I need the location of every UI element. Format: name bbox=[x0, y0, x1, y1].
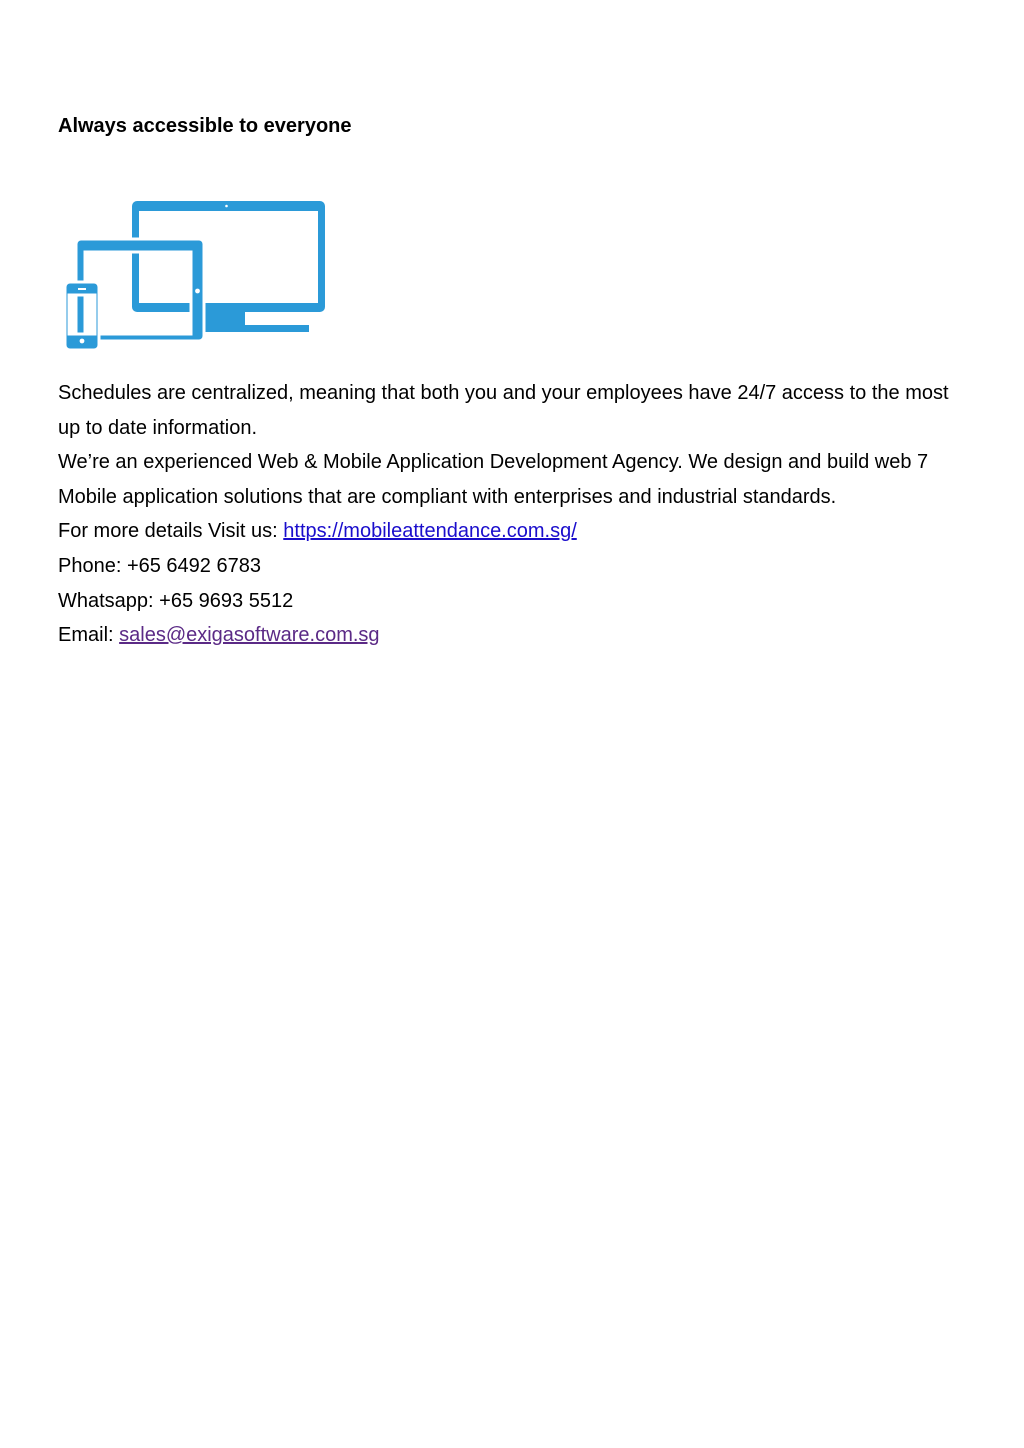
whatsapp-line: Whatsapp: +65 9693 5512 bbox=[58, 589, 294, 612]
visit-line bbox=[58, 514, 958, 549]
phone-line: Phone: +65 6492 6783 bbox=[58, 554, 261, 577]
agency-paragraph: We’re an experienced Web & Mobile Application Development Agency. We design and build web 7 Mobile application solutions that are compliant with enterprises and industrial standards. bbox=[58, 451, 929, 508]
website-link[interactable]: https://mobileattendance.com.sg/ bbox=[283, 520, 577, 543]
section-heading: Always accessible to everyone bbox=[58, 115, 352, 137]
email-line bbox=[58, 618, 958, 653]
visit-label: For more details Visit us: bbox=[58, 520, 284, 543]
email-link[interactable]: sales@exigasoftware.com.sg bbox=[119, 624, 380, 647]
monitor-icon bbox=[132, 201, 325, 312]
intro-paragraph: Schedules are centralized, meaning that both you and your employees have 24/7 access to the most up to date information. bbox=[58, 382, 949, 439]
body-text bbox=[58, 376, 958, 653]
email-label: Email: bbox=[58, 624, 120, 647]
multi-device-icon bbox=[62, 200, 332, 352]
